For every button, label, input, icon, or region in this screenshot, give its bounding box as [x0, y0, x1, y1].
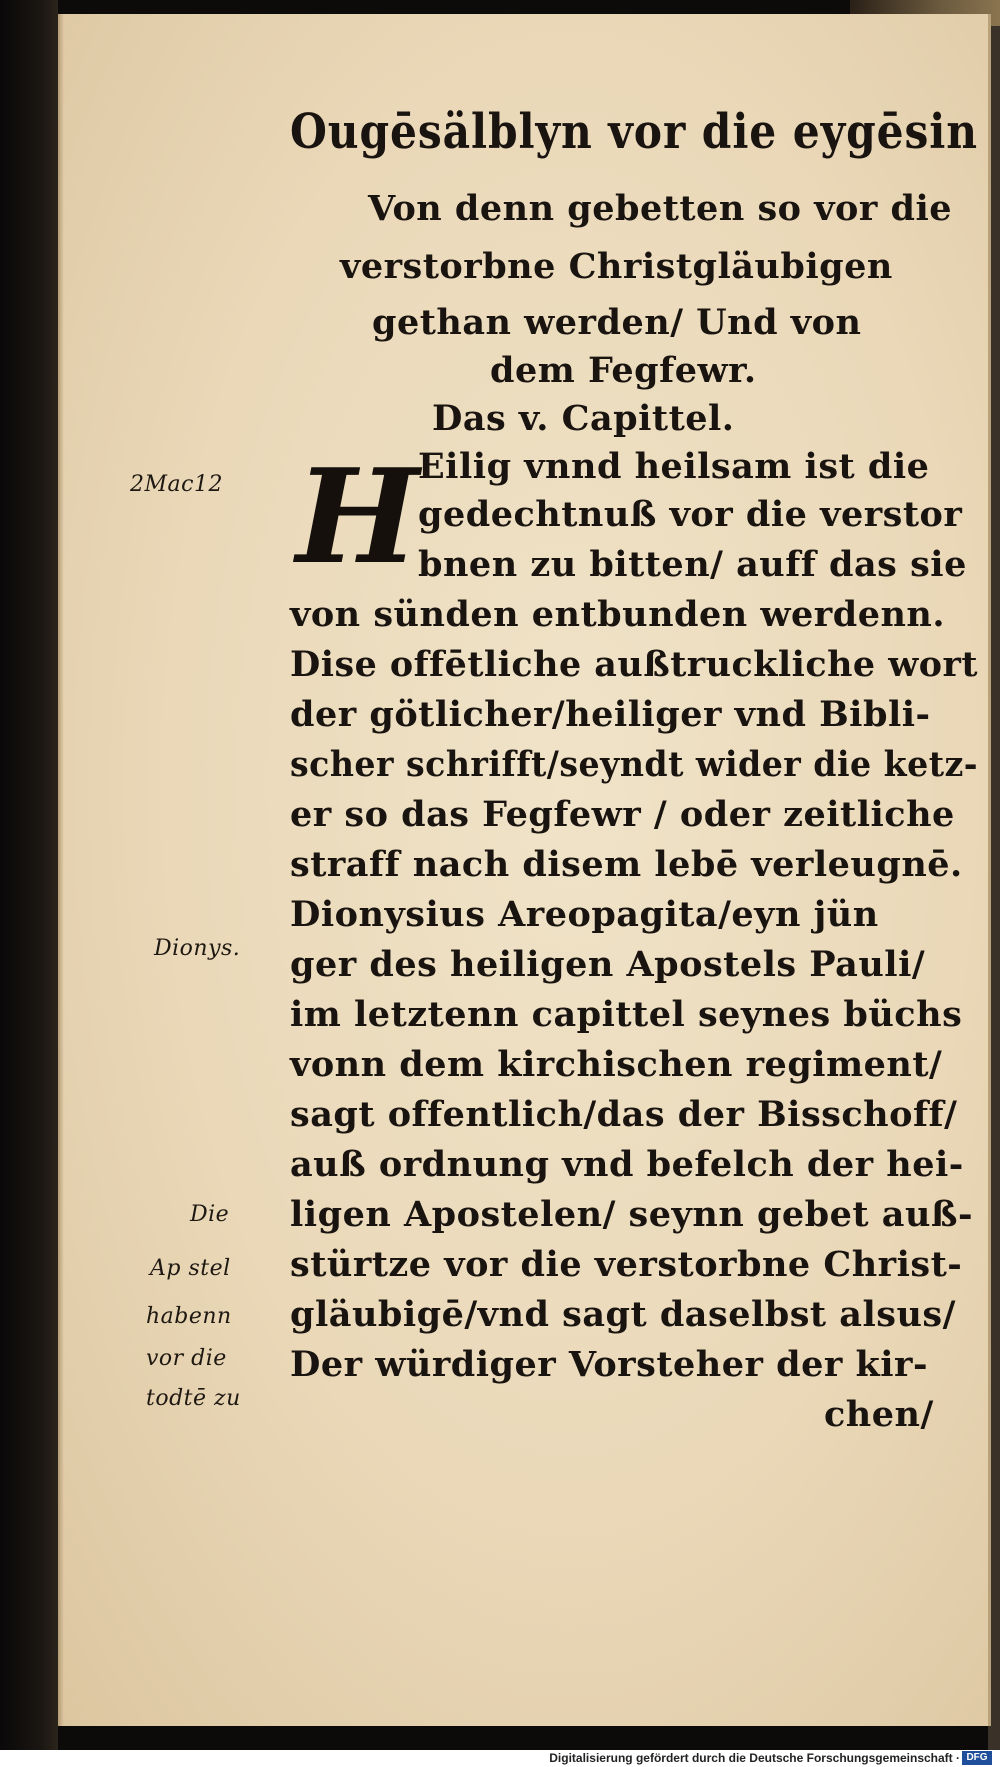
chapter-number: Das v. Capittel. [432, 398, 735, 439]
body-line: gläubigē/vnd sagt daselbst alsus/ [290, 1294, 956, 1335]
body-line: vonn dem kirchischen regiment/ [290, 1044, 943, 1085]
margin-note-author: Dionys. [154, 936, 241, 961]
running-title: Ougēsälblyn vor die eygēsin [290, 104, 978, 160]
digitization-credit: Digitalisierung gefördert durch die Deutsche Forschungsgemeinschaft · [549, 1751, 960, 1765]
paper-fold-shadow [58, 14, 64, 1726]
body-line: auß ordnung vnd befelch der hei- [290, 1144, 964, 1185]
body-line: von sünden entbunden werdenn. [290, 594, 946, 635]
body-line: im letztenn capittel seynes büchs [290, 994, 963, 1035]
margin-note-line: habenn [146, 1304, 232, 1329]
body-line: sagt offentlich/das der Bisschoff/ [290, 1094, 958, 1135]
margin-note-line: Ap stel [150, 1256, 231, 1281]
body-line: ger des heiligen Apostels Pauli/ [290, 944, 926, 985]
body-line: er so das Fegfewr / oder zeitliche [290, 794, 955, 835]
body-line: stürtze vor die verstorbne Christ- [290, 1244, 963, 1285]
body-line: scher schrifft/seyndt wider die ketz- [290, 744, 979, 785]
chapter-heading-line-3: gethan werden/ Und von [372, 302, 862, 343]
chapter-heading-line-4: dem Fegfewr. [490, 350, 757, 391]
chapter-heading-line-1: Von denn gebetten so vor die [368, 188, 953, 229]
body-line: ligen Apostelen/ seynn gebet auß- [290, 1194, 974, 1235]
margin-note-line: Die [190, 1202, 230, 1227]
margin-note-line: vor die [146, 1346, 227, 1371]
body-line: Dise offētliche außtruckliche wort [290, 644, 978, 685]
margin-note-line: todtē zu [146, 1386, 241, 1411]
dfg-logo: DFG [962, 1751, 992, 1765]
catchword: chen/ [824, 1394, 934, 1435]
decorated-initial: H [296, 440, 419, 593]
body-line: Dionysius Areopagita/eyn jün [290, 894, 879, 935]
body-line: straff nach disem lebē verleugnē. [290, 844, 963, 885]
margin-note-reference: 2Mac12 [130, 472, 223, 497]
body-line: bnen zu bitten/ auff das sie [418, 544, 967, 585]
body-line: Eilig vnnd heilsam ist die [418, 446, 930, 487]
binding-shadow [0, 0, 58, 1767]
body-line: der götlicher/heiliger vnd Bibli- [290, 694, 931, 735]
body-line: gedechtnuß vor die verstor [418, 494, 963, 535]
body-line: Der würdiger Vorsteher der kir- [290, 1344, 928, 1385]
chapter-heading-line-2: verstorbne Christgläubigen [340, 246, 893, 287]
